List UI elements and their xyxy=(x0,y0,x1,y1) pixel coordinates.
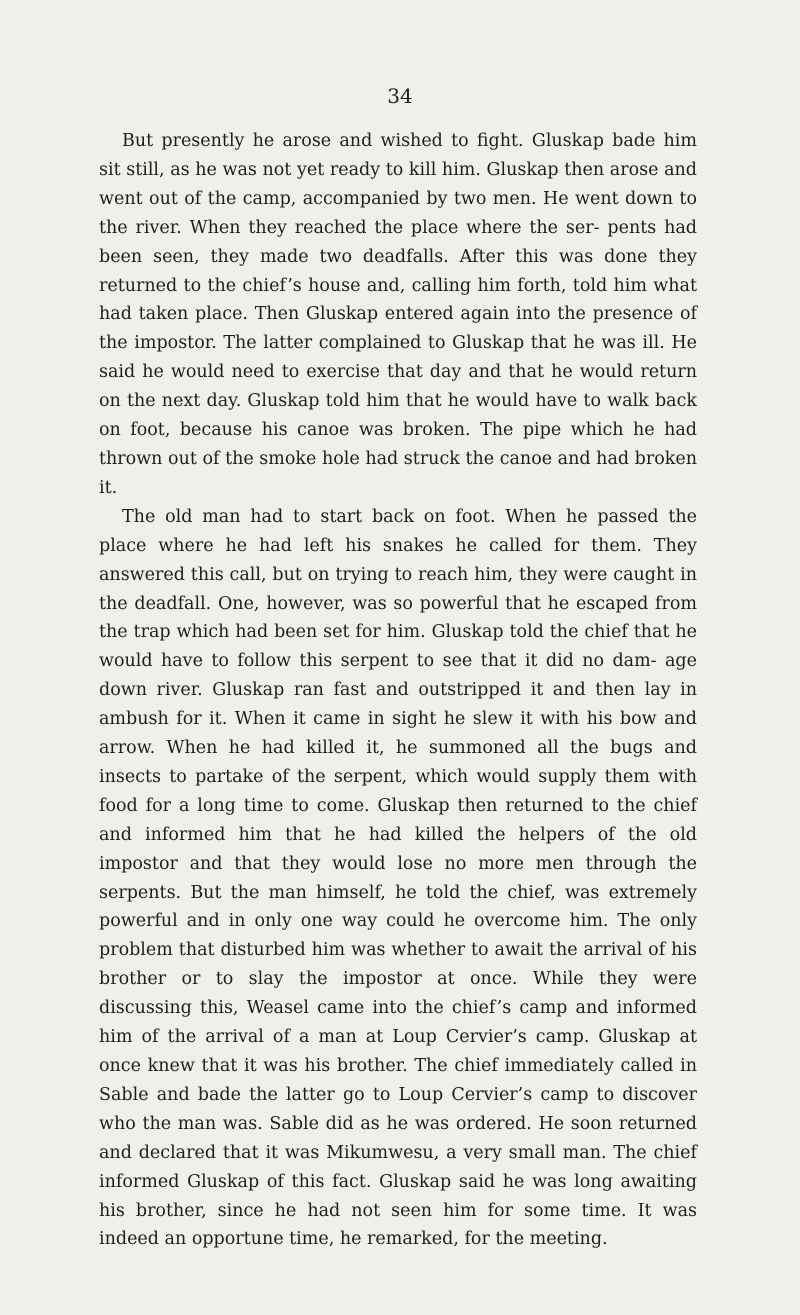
page-number: 34 xyxy=(387,84,413,108)
paragraph: The old man had to start back on foot. When he passed the place where he had left his snakes he called for them. They answered this call, but on trying to reach him, they were caught in the deadfall. One, however, was so powerful that he escaped from the trap which had been set for him. Gluskap told the chief that he would have to follow this serpent to see that it did no dam- age down river. Gluskap ran fast and outstripped it and then lay in ambush for it. When it came in sight he slew it with his bow and arrow. When he had killed it, he summoned all the bugs and insects to partake of the serpent, which would supply them with food for a long time to come. Gluskap then returned to the chief and informed him that he had killed the helpers of the old impostor and that they would lose no more men through the serpents. But the man himself, he told the chief, was extremely powerful and in only one way could he overcome him. The only problem that disturbed him was whether to await the arrival of his brother or to slay the impostor at once. While they were discussing this, Weasel came into the chief’s camp and informed him of the arrival of a man at Loup Cervier’s camp. Gluskap at once knew that it was his brother. The chief immediately called in Sable and bade the latter go to Loup Cervier’s camp to discover who the man was. Sable did as he was ordered. He soon returned and declared that it was Mikumwesu, a very small man. The chief informed Gluskap of this fact. Gluskap said he was long awaiting his brother, since he had not seen him for some time. It was indeed an opportune time, he remarked, for the meeting. xyxy=(99,506,697,1250)
paragraph: But presently he arose and wished to fight. Gluskap bade him sit still, as he was not yet ready to kill him. Gluskap then arose and went out of the camp, accompanied by two men. He went down to the river. When they reached the place where the ser- pents had been seen, they made two deadfalls. After this was done they returned to the chief’s house and, calling him forth, told him what had taken place. Then Gluskap entered again into the presence of the impostor. The latter complained to Gluskap that he was ill. He said he would need to exercise that day and that he would return on the next day. Gluskap told him that he would have to walk back on foot, because his canoe was broken. The pipe which he had thrown out of the smoke hole had struck the canoe and had broken it. xyxy=(99,131,697,498)
body-text xyxy=(99,127,697,1254)
